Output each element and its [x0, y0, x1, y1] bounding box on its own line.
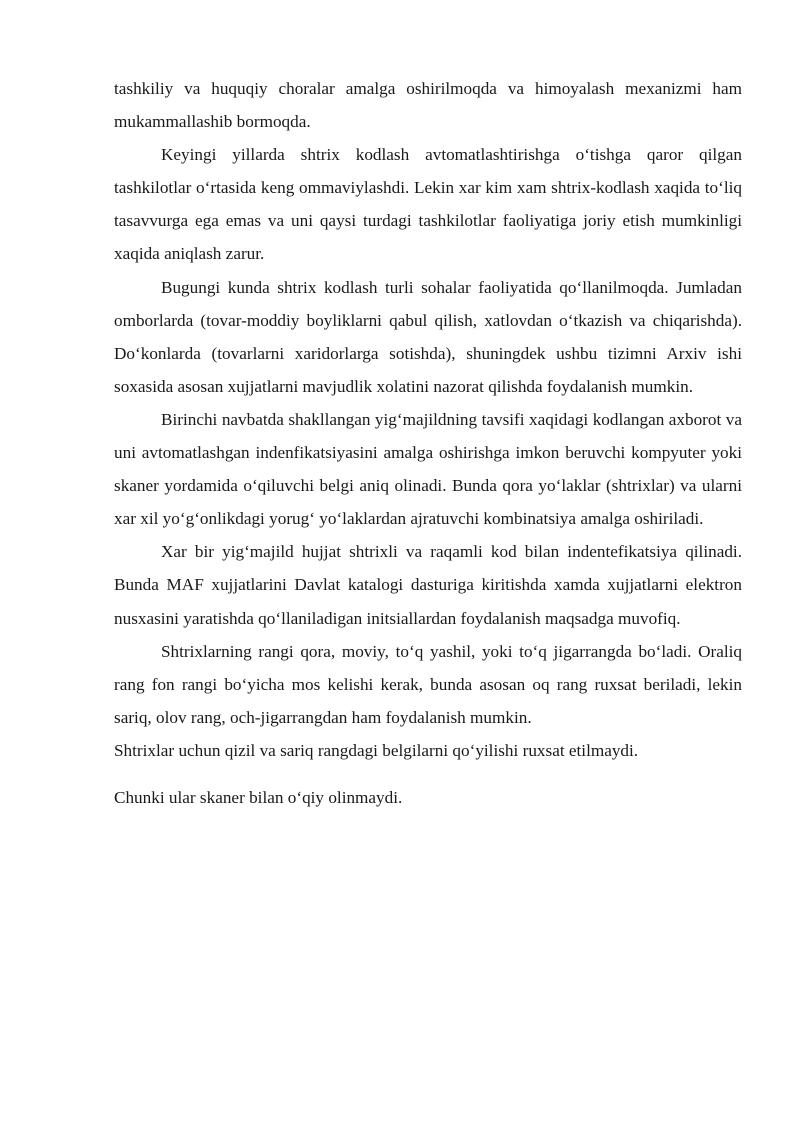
- paragraph-2: Keyingi yillarda shtrix kodlash avtomatlashtirishga o‘tishga qaror qilgan tashkilotlar o‘rtasida keng ommaviylashdi. Lekin xar kim xam shtrix-kodlash xaqida to‘liq tasavvurga ega emas va uni qaysi turdagi tashkilotlar faoliyatiga joriy etish mumkinligi xaqida aniqlash zarur.: [114, 145, 742, 264]
- standalone-line-1: Shtrixlar uchun qizil va sariq rangdagi belgilarni qo‘yilishi ruxsat etilmaydi.: [114, 740, 639, 760]
- paragraph-1: tashkiliy va huquqiy choralar amalga oshirilmoqda va himoyalash mexanizmi ham mukammallashib bormoqda.: [114, 79, 742, 132]
- paragraph-6: Shtrixlarning rangi qora, moviy, to‘q yashil, yoki to‘q jigarrangda bo‘ladi. Oraliq rang fon rangi bo‘yicha mos kelishi kerak, bunda asosan oq rang ruxsat beriladi, lekin sariq, olov rang, och-jigarrangdan ham foydalanish mumkin.: [114, 641, 742, 727]
- paragraph-4: Birinchi navbatda shakllangan yig‘majildning tavsifi xaqidagi kodlangan axborot va uni avtomatlashgan indenfikatsiyasini amalga oshirishga imkon beruvchi kompyuter yoki skaner yordamida o‘qiluvchi belgi aniq olinadi. Bunda qora yo‘laklar (shtrixlar) va ularni xar xil yo‘g‘onlikdagi yorug‘ yo‘laklardan ajratuvchi kombinatsiya amalga oshiriladi.: [114, 409, 742, 529]
- paragraph-3: Bugungi kunda shtrix kodlash turli sohalar faoliyatida qo‘llanilmoqda. Jumladan omborlarda (tovar-moddiy boyliklarni qabul qilish, xatlovdan o‘tkazish va chiqarishda). Do‘konlarda (tovarlarni xaridorlarga sotishda), shuningdek ushbu tizimni Arxiv ishi soxasida asosan xujjatlarni mavjudlik xolatini nazorat qilishda foydalanish mumkin.: [114, 277, 742, 396]
- standalone-line-2: Chunki ular skaner bilan o‘qiy olinmaydi.: [114, 787, 403, 807]
- paragraph-5: Xar bir yig‘majild hujjat shtrixli va raqamli kod bilan indentefikatsiya qilinadi. Bunda MAF xujjatlarini Davlat katalogi dasturiga kiritishda xamda xujjatlarni elektron nusxasini yaratishda qo‘llaniladigan initsiallardan foydalanish maqsadga muvofiq.: [114, 542, 742, 628]
- document-page: [114, 72, 742, 814]
- line-gap: [114, 767, 742, 781]
